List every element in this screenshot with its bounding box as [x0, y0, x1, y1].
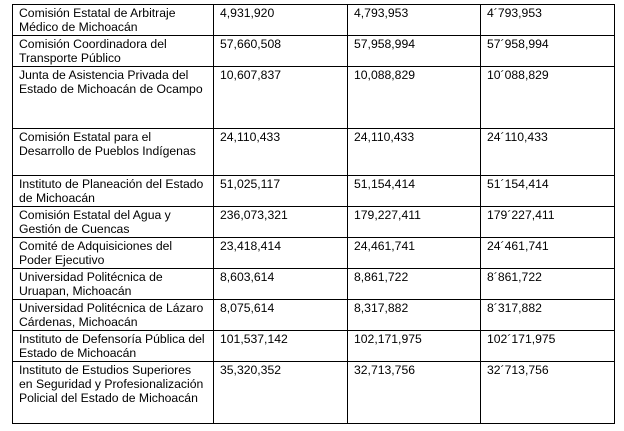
table-row [13, 300, 615, 331]
entity-name-cell: Comisión Estatal de Arbitraje Médico de Michoacán [13, 5, 214, 36]
table-row [13, 269, 615, 300]
table-row [13, 331, 615, 362]
table-row [13, 129, 615, 176]
entity-name-cell: Comisión Coordinadora del Transporte Público [13, 36, 214, 67]
amount-cell-2: 57,958,994 [348, 36, 481, 67]
amount-cell-3: 102´171,975 [481, 331, 615, 362]
table-row [13, 207, 615, 238]
amount-cell-3: 24´110,433 [481, 129, 615, 176]
amount-cell-2: 179,227,411 [348, 207, 481, 238]
table-row [13, 67, 615, 129]
amount-cell-3: 8´317,882 [481, 300, 615, 331]
amount-cell-3: 179´227,411 [481, 207, 615, 238]
amount-cell-1: 35,320,352 [214, 362, 348, 424]
table-row [13, 238, 615, 269]
amount-cell-2: 4,793,953 [348, 5, 481, 36]
amount-cell-2: 51,154,414 [348, 176, 481, 207]
amount-cell-3: 10´088,829 [481, 67, 615, 129]
table-row [13, 36, 615, 67]
amount-cell-3: 32´713,756 [481, 362, 615, 424]
table-body [13, 5, 615, 424]
entity-name-cell: Instituto de Estudios Superiores en Seguridad y Profesionalización Policial del Estado de Michoacán [13, 362, 214, 424]
amount-cell-2: 24,110,433 [348, 129, 481, 176]
entity-name-cell: Instituto de Planeación del Estado de Michoacán [13, 176, 214, 207]
amount-cell-1: 23,418,414 [214, 238, 348, 269]
table-row [13, 176, 615, 207]
entity-name-cell: Comité de Adquisiciones del Poder Ejecutivo [13, 238, 214, 269]
entity-name-cell: Comisión Estatal del Agua y Gestión de Cuencas [13, 207, 214, 238]
amount-cell-3: 8´861,722 [481, 269, 615, 300]
amount-cell-3: 24´461,741 [481, 238, 615, 269]
table-row [13, 5, 615, 36]
amount-cell-1: 24,110,433 [214, 129, 348, 176]
amount-cell-1: 57,660,508 [214, 36, 348, 67]
amount-cell-1: 236,073,321 [214, 207, 348, 238]
entity-name-cell: Comisión Estatal para el Desarrollo de Pueblos Indígenas [13, 129, 214, 176]
entity-name-cell: Junta de Asistencia Privada del Estado de Michoacán de Ocampo [13, 67, 214, 129]
entity-name-cell: Universidad Politécnica de Uruapan, Michoacán [13, 269, 214, 300]
amount-cell-3: 4´793,953 [481, 5, 615, 36]
amount-cell-3: 51´154,414 [481, 176, 615, 207]
entity-name-cell: Instituto de Defensoría Pública del Estado de Michoacán [13, 331, 214, 362]
amount-cell-2: 24,461,741 [348, 238, 481, 269]
amount-cell-1: 8,603,614 [214, 269, 348, 300]
amount-cell-1: 10,607,837 [214, 67, 348, 129]
amount-cell-2: 32,713,756 [348, 362, 481, 424]
amount-cell-3: 57´958,994 [481, 36, 615, 67]
amount-cell-2: 8,861,722 [348, 269, 481, 300]
amount-cell-2: 8,317,882 [348, 300, 481, 331]
budget-table [12, 4, 615, 424]
amount-cell-1: 101,537,142 [214, 331, 348, 362]
entity-name-cell: Universidad Politécnica de Lázaro Cárdenas, Michoacán [13, 300, 214, 331]
amount-cell-1: 8,075,614 [214, 300, 348, 331]
amount-cell-1: 4,931,920 [214, 5, 348, 36]
amount-cell-2: 102,171,975 [348, 331, 481, 362]
amount-cell-1: 51,025,117 [214, 176, 348, 207]
table-row [13, 362, 615, 424]
amount-cell-2: 10,088,829 [348, 67, 481, 129]
